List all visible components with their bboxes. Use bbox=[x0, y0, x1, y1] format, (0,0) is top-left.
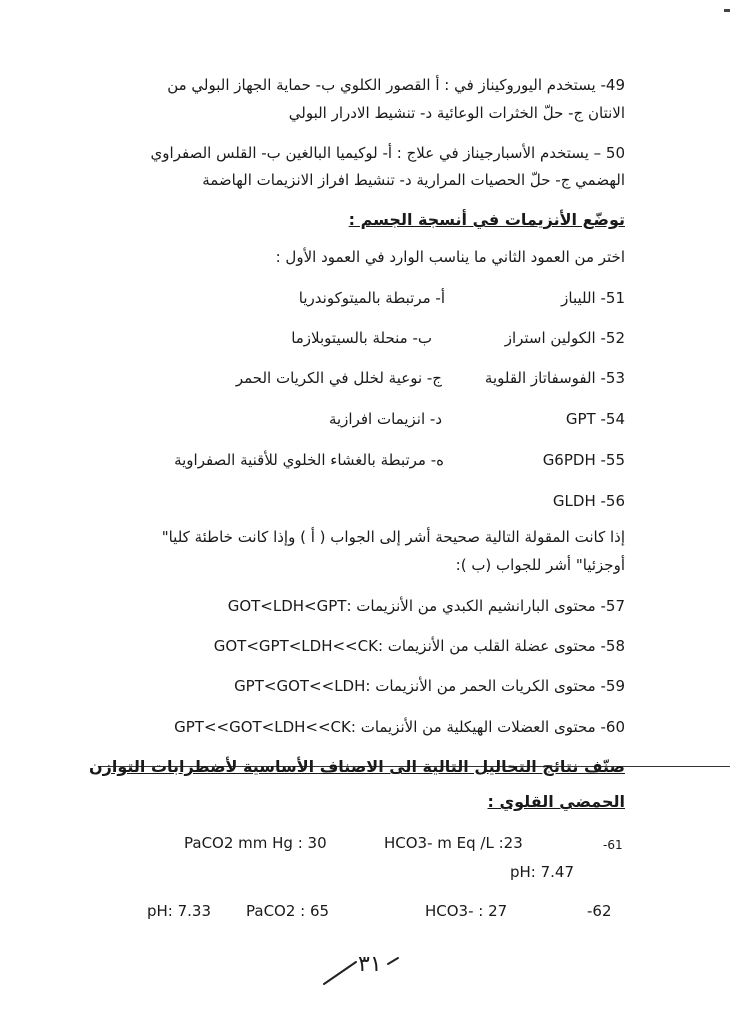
q62-ph: pH: 7.33 bbox=[147, 902, 212, 920]
q59 bbox=[234, 677, 625, 695]
matching-instruction: اختر من العمود الثاني ما يناسب الوارد في العمود الأول : bbox=[275, 248, 625, 266]
q50-line-2: الهضمي ج- حلّ الحصيات المرارية د- تنشيط افراز الانزيمات الهاضمة bbox=[202, 171, 625, 189]
q60-text: 60- محتوى العضلات الهيكلية من الأنزيمات : bbox=[350, 718, 625, 736]
q58-text: 58- محتوى عضلة القلب من الأنزيمات : bbox=[377, 637, 625, 655]
q60-formula: GPT<<GOT<LDH<<CK bbox=[174, 718, 351, 736]
matching-right-a: أ- مرتبطة بالميتوكوندريا bbox=[298, 289, 445, 307]
q49-line-2: الانتان ج- حلّ الخثرات الوعائية د- تنشيط الادرار البولي bbox=[288, 104, 625, 122]
matching-left-54: GPT -54 bbox=[565, 410, 625, 428]
q57-text: 57- محتوى البارانشيم الكبدي من الأنزيمات : bbox=[346, 597, 625, 615]
q61-ph: pH: 7.47 bbox=[510, 863, 575, 881]
matching-right-d: د- انزيمات افرازية bbox=[328, 410, 442, 428]
section-title-acid-base-line-2: الحمضي القلوي : bbox=[487, 792, 625, 811]
matching-left-55: G6PDH -55 bbox=[542, 451, 625, 469]
section-title-enzyme-localization: توضّع الأنزيمات في أنسجة الجسم : bbox=[348, 210, 625, 229]
q61-paco2: PaCO2 mm Hg : 30 bbox=[184, 834, 327, 852]
matching-left-51: 51- الليباز bbox=[561, 289, 625, 307]
q60 bbox=[174, 718, 625, 736]
matching-left-52: 52- الكولين استراز bbox=[504, 329, 625, 347]
tf-instruction-line-2: أوجزئيا" أشر للجواب (ب ): bbox=[455, 556, 625, 574]
q49-line-1: 49- يستخدم اليوروكيناز في : أ القصور الكلوي ب- حماية الجهاز البولي من bbox=[167, 76, 625, 94]
q58 bbox=[214, 637, 625, 655]
q62-number: -62 bbox=[587, 902, 612, 920]
page-number-text: ٣١ bbox=[358, 952, 382, 977]
q62-hco3: HCO3- : 27 bbox=[425, 902, 508, 920]
q57 bbox=[228, 597, 625, 615]
matching-left-53: 53- الفوسفاتاز القلوية bbox=[484, 369, 625, 387]
matching-right-b: ب- منحلة بالسيتوبلازما bbox=[291, 329, 432, 347]
handwritten-page-number bbox=[318, 950, 408, 994]
q62-paco2: PaCO2 : 65 bbox=[246, 902, 330, 920]
q59-text: 59- محتوى الكريات الحمر من الأنزيمات : bbox=[365, 677, 625, 695]
q57-formula: GOT<LDH<GPT bbox=[227, 597, 347, 615]
section-title-acid-base-line-1: صنّف نتائج التحاليل التالية الى الاصناف الأساسية لأضطرابات التوازن bbox=[88, 757, 625, 776]
scan-mark bbox=[724, 9, 730, 12]
q50-line-1: 50 – يستخدم الأسبارجيناز في علاج : أ- لوكيميا البالغين ب- القلس الصفراوي bbox=[150, 144, 625, 162]
matching-right-c: ج- نوعية لخلل في الكريات الحمر bbox=[235, 369, 442, 387]
q61-hco3: HCO3- m Eq /L :23 bbox=[384, 834, 523, 852]
matching-left-56: GLDH -56 bbox=[552, 492, 625, 510]
tf-instruction-line-1: إذا كانت المقولة التالية صحيحة أشر إلى الجواب ( أ ) وإذا كانت خاطئة كليا" bbox=[161, 528, 625, 546]
q61-number: -61 bbox=[603, 838, 623, 852]
q59-formula: GPT<GOT<<LDH bbox=[234, 677, 366, 695]
q58-formula: GOT<GPT<LDH<<CK bbox=[213, 637, 378, 655]
matching-right-e: ه- مرتبطة بالغشاء الخلوي للأقنية الصفراوية bbox=[174, 451, 444, 469]
